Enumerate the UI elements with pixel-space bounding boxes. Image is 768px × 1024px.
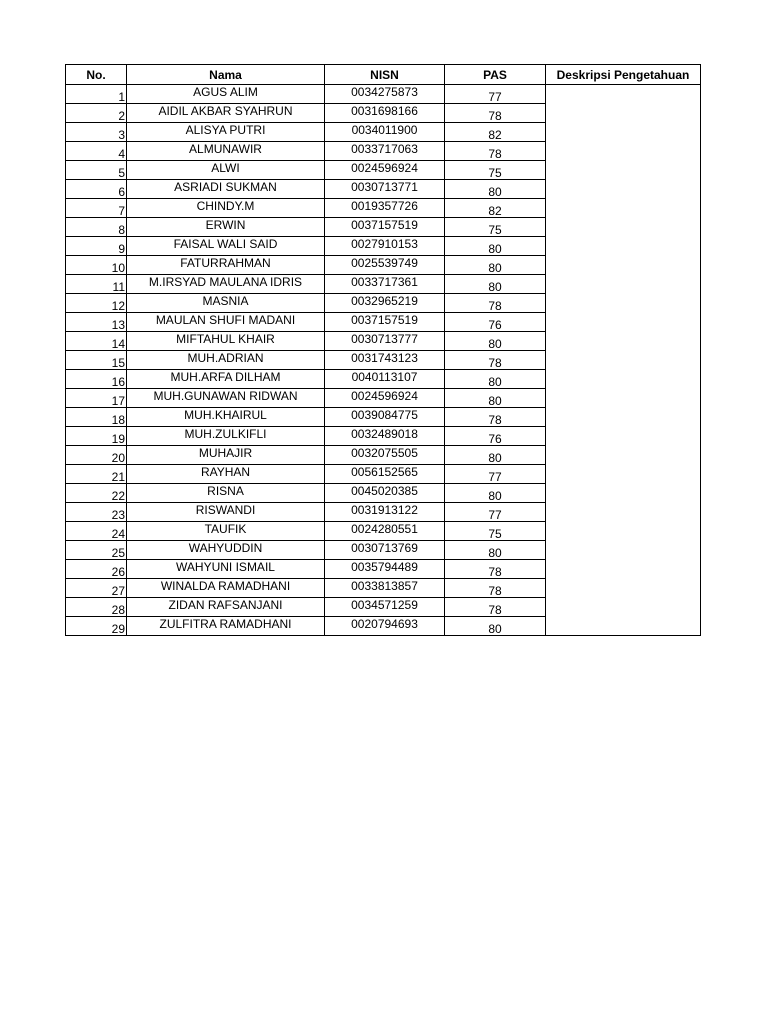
- deskripsi-cell: [546, 579, 701, 598]
- student-nisn: 0030713777: [325, 332, 445, 351]
- row-number: 16: [66, 370, 127, 389]
- student-nisn: 0040113107: [325, 370, 445, 389]
- table-row: [66, 351, 701, 370]
- student-nisn: 0039084775: [325, 408, 445, 427]
- student-nisn: 0032965219: [325, 294, 445, 313]
- pas-score: 77: [445, 465, 546, 484]
- student-nisn: 0034571259: [325, 598, 445, 617]
- student-nisn: 0033717361: [325, 275, 445, 294]
- row-number: 11: [66, 275, 127, 294]
- student-nisn: 0034275873: [325, 85, 445, 104]
- deskripsi-cell: [546, 237, 701, 256]
- student-name: ZULFITRA RAMADHANI: [127, 617, 325, 636]
- table-header-row: [66, 65, 701, 85]
- table-row: [66, 598, 701, 617]
- deskripsi-cell: [546, 104, 701, 123]
- table-row: [66, 427, 701, 446]
- deskripsi-cell: [546, 522, 701, 541]
- pas-score: 80: [445, 389, 546, 408]
- deskripsi-cell: [546, 123, 701, 142]
- table-row: [66, 199, 701, 218]
- deskripsi-cell: [546, 142, 701, 161]
- deskripsi-cell: [546, 275, 701, 294]
- deskripsi-cell: [546, 389, 701, 408]
- row-number: 5: [66, 161, 127, 180]
- deskripsi-cell: [546, 199, 701, 218]
- row-number: 4: [66, 142, 127, 161]
- table-row: [66, 85, 701, 104]
- table-row: [66, 503, 701, 522]
- deskripsi-cell: [546, 598, 701, 617]
- pas-score: 78: [445, 104, 546, 123]
- pas-score: 78: [445, 560, 546, 579]
- row-number: 19: [66, 427, 127, 446]
- deskripsi-cell: [546, 370, 701, 389]
- pas-score: 76: [445, 313, 546, 332]
- header-no: No.: [66, 65, 127, 85]
- student-nisn: 0031913122: [325, 503, 445, 522]
- pas-score: 78: [445, 598, 546, 617]
- student-nisn: 0037157519: [325, 218, 445, 237]
- pas-score: 76: [445, 427, 546, 446]
- pas-score: 78: [445, 351, 546, 370]
- pas-score: 82: [445, 123, 546, 142]
- student-name: TAUFIK: [127, 522, 325, 541]
- student-name: MIFTAHUL KHAIR: [127, 332, 325, 351]
- student-name: ALMUNAWIR: [127, 142, 325, 161]
- deskripsi-cell: [546, 617, 701, 636]
- student-name: MUH.KHAIRUL: [127, 408, 325, 427]
- student-name: WINALDA RAMADHANI: [127, 579, 325, 598]
- table-row: [66, 161, 701, 180]
- student-name: RAYHAN: [127, 465, 325, 484]
- deskripsi-cell: [546, 294, 701, 313]
- deskripsi-cell: [546, 446, 701, 465]
- pas-score: 80: [445, 370, 546, 389]
- student-name: MUH.ARFA DILHAM: [127, 370, 325, 389]
- table-row: [66, 484, 701, 503]
- student-nisn: 0034011900: [325, 123, 445, 142]
- header-nama: Nama: [127, 65, 325, 85]
- row-number: 13: [66, 313, 127, 332]
- deskripsi-cell: [546, 484, 701, 503]
- table-row: [66, 541, 701, 560]
- pas-score: 80: [445, 237, 546, 256]
- deskripsi-cell: [546, 560, 701, 579]
- student-nisn: 0030713771: [325, 180, 445, 199]
- table-row: [66, 370, 701, 389]
- header-deskripsi: Deskripsi Pengetahuan: [546, 65, 701, 85]
- pas-score: 75: [445, 218, 546, 237]
- header-pas: PAS: [445, 65, 546, 85]
- table-row: [66, 294, 701, 313]
- student-nisn: 0030713769: [325, 541, 445, 560]
- row-number: 17: [66, 389, 127, 408]
- pas-score: 78: [445, 579, 546, 598]
- row-number: 3: [66, 123, 127, 142]
- student-name: WAHYUDDIN: [127, 541, 325, 560]
- row-number: 8: [66, 218, 127, 237]
- table-row: [66, 237, 701, 256]
- table-row: [66, 275, 701, 294]
- table-row: [66, 332, 701, 351]
- student-name: RISWANDI: [127, 503, 325, 522]
- row-number: 27: [66, 579, 127, 598]
- pas-score: 75: [445, 161, 546, 180]
- student-name: ASRIADI SUKMAN: [127, 180, 325, 199]
- pas-score: 77: [445, 503, 546, 522]
- table-row: [66, 579, 701, 598]
- student-name: AIDIL AKBAR SYAHRUN: [127, 104, 325, 123]
- deskripsi-cell: [546, 503, 701, 522]
- table-body: [66, 85, 701, 636]
- row-number: 21: [66, 465, 127, 484]
- student-name: AGUS ALIM: [127, 85, 325, 104]
- student-name: MUH.GUNAWAN RIDWAN: [127, 389, 325, 408]
- student-nisn: 0033813857: [325, 579, 445, 598]
- student-nisn: 0033717063: [325, 142, 445, 161]
- table-row: [66, 218, 701, 237]
- table-row: [66, 408, 701, 427]
- table-row: [66, 142, 701, 161]
- pas-score: 80: [445, 617, 546, 636]
- student-nisn: 0045020385: [325, 484, 445, 503]
- student-name: FAISAL WALI SAID: [127, 237, 325, 256]
- row-number: 18: [66, 408, 127, 427]
- row-number: 28: [66, 598, 127, 617]
- pas-score: 78: [445, 142, 546, 161]
- pas-score: 80: [445, 180, 546, 199]
- row-number: 12: [66, 294, 127, 313]
- student-nisn: 0035794489: [325, 560, 445, 579]
- student-nisn: 0024596924: [325, 161, 445, 180]
- row-number: 2: [66, 104, 127, 123]
- student-name: MUH.ADRIAN: [127, 351, 325, 370]
- deskripsi-cell: [546, 408, 701, 427]
- table-row: [66, 465, 701, 484]
- deskripsi-cell: [546, 332, 701, 351]
- table-row: [66, 180, 701, 199]
- row-number: 10: [66, 256, 127, 275]
- pas-score: 80: [445, 275, 546, 294]
- student-nisn: 0056152565: [325, 465, 445, 484]
- student-name: MASNIA: [127, 294, 325, 313]
- student-name: WAHYUNI ISMAIL: [127, 560, 325, 579]
- student-nisn: 0019357726: [325, 199, 445, 218]
- student-name: M.IRSYAD MAULANA IDRIS: [127, 275, 325, 294]
- table-row: [66, 560, 701, 579]
- student-nisn: 0024280551: [325, 522, 445, 541]
- row-number: 1: [66, 85, 127, 104]
- student-name: FATURRAHMAN: [127, 256, 325, 275]
- student-name: RISNA: [127, 484, 325, 503]
- deskripsi-cell: [546, 427, 701, 446]
- pas-score: 78: [445, 294, 546, 313]
- row-number: 15: [66, 351, 127, 370]
- pas-score: 80: [445, 446, 546, 465]
- header-nisn: NISN: [325, 65, 445, 85]
- row-number: 7: [66, 199, 127, 218]
- deskripsi-cell: [546, 351, 701, 370]
- row-number: 24: [66, 522, 127, 541]
- pas-score: 80: [445, 541, 546, 560]
- table-row: [66, 104, 701, 123]
- deskripsi-cell: [546, 313, 701, 332]
- deskripsi-cell: [546, 541, 701, 560]
- pas-score: 80: [445, 332, 546, 351]
- student-nisn: 0031743123: [325, 351, 445, 370]
- table-row: [66, 522, 701, 541]
- row-number: 26: [66, 560, 127, 579]
- student-name: MUHAJIR: [127, 446, 325, 465]
- deskripsi-cell: [546, 218, 701, 237]
- table-row: [66, 123, 701, 142]
- pas-score: 77: [445, 85, 546, 104]
- student-name: MAULAN SHUFI MADANI: [127, 313, 325, 332]
- student-nisn: 0024596924: [325, 389, 445, 408]
- row-number: 20: [66, 446, 127, 465]
- student-nisn: 0031698166: [325, 104, 445, 123]
- deskripsi-cell: [546, 85, 701, 104]
- pas-score: 82: [445, 199, 546, 218]
- table-row: [66, 446, 701, 465]
- pas-score: 80: [445, 256, 546, 275]
- row-number: 6: [66, 180, 127, 199]
- student-grade-table: [65, 64, 701, 636]
- student-nisn: 0037157519: [325, 313, 445, 332]
- student-name: ERWIN: [127, 218, 325, 237]
- student-nisn: 0032075505: [325, 446, 445, 465]
- row-number: 14: [66, 332, 127, 351]
- row-number: 29: [66, 617, 127, 636]
- deskripsi-cell: [546, 180, 701, 199]
- student-nisn: 0025539749: [325, 256, 445, 275]
- deskripsi-cell: [546, 161, 701, 180]
- pas-score: 80: [445, 484, 546, 503]
- pas-score: 75: [445, 522, 546, 541]
- row-number: 25: [66, 541, 127, 560]
- student-nisn: 0020794693: [325, 617, 445, 636]
- table-row: [66, 256, 701, 275]
- student-name: ALWI: [127, 161, 325, 180]
- table-row: [66, 389, 701, 408]
- student-nisn: 0032489018: [325, 427, 445, 446]
- table-row: [66, 313, 701, 332]
- table-row: [66, 617, 701, 636]
- student-nisn: 0027910153: [325, 237, 445, 256]
- deskripsi-cell: [546, 465, 701, 484]
- row-number: 23: [66, 503, 127, 522]
- pas-score: 78: [445, 408, 546, 427]
- student-name: CHINDY.M: [127, 199, 325, 218]
- student-name: MUH.ZULKIFLI: [127, 427, 325, 446]
- student-name: ZIDAN RAFSANJANI: [127, 598, 325, 617]
- deskripsi-cell: [546, 256, 701, 275]
- row-number: 9: [66, 237, 127, 256]
- student-name: ALISYA PUTRI: [127, 123, 325, 142]
- row-number: 22: [66, 484, 127, 503]
